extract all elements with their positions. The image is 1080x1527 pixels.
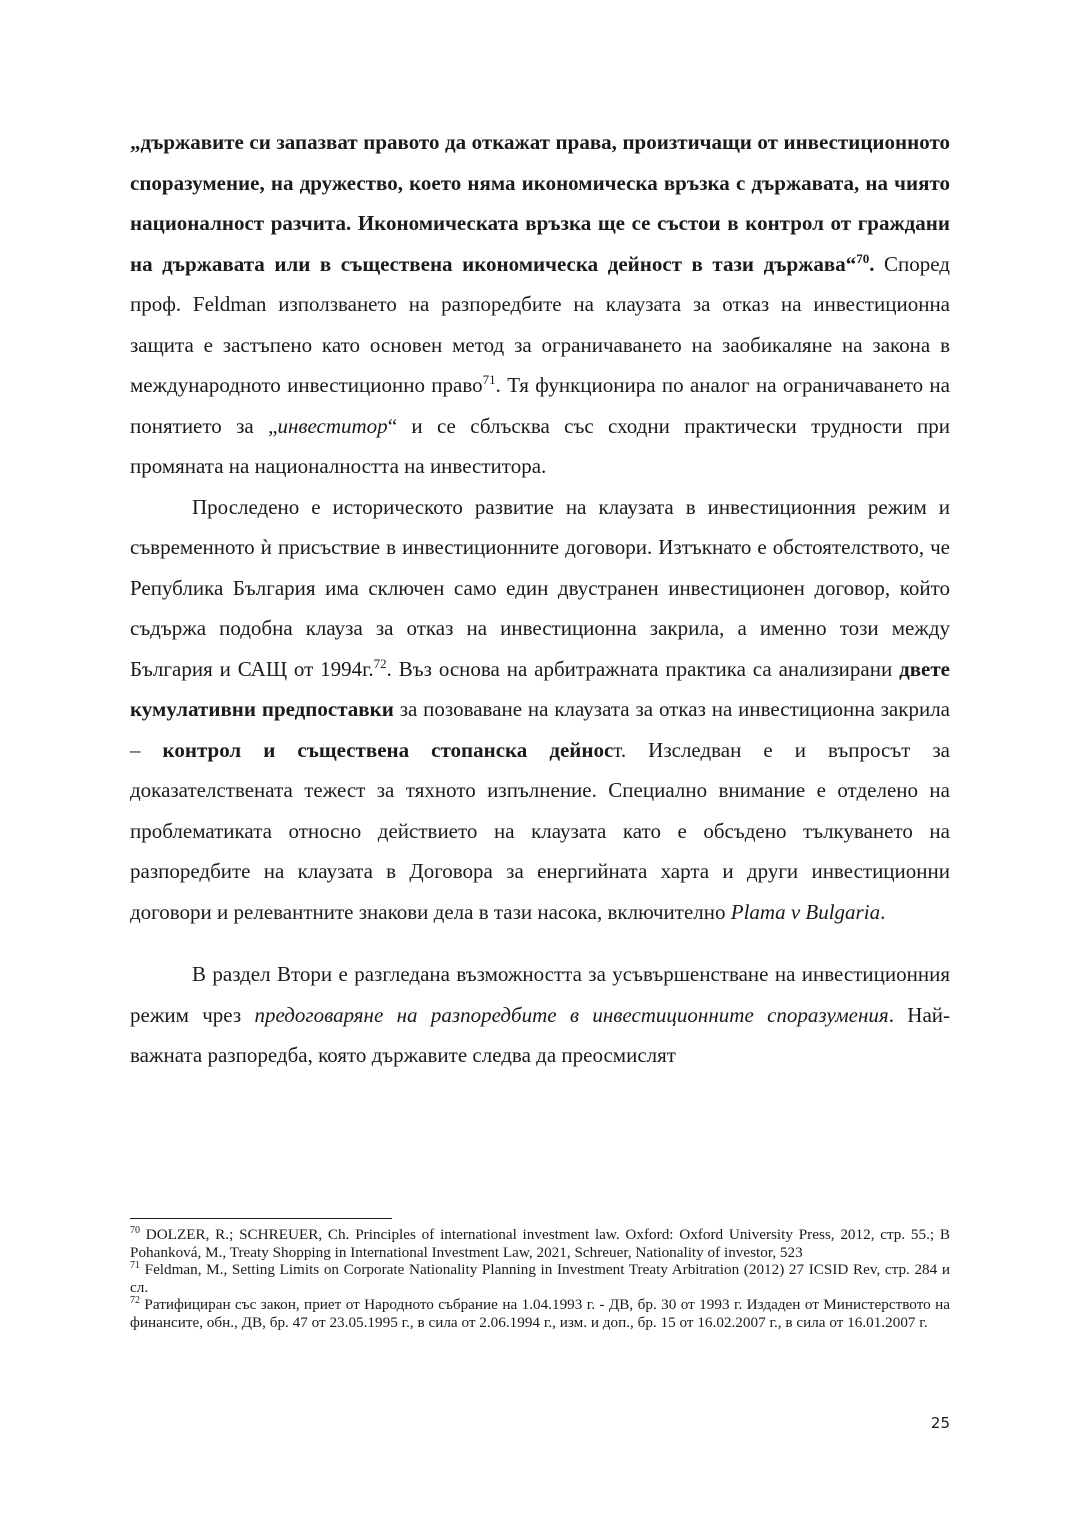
document-body (130, 122, 950, 1076)
footnote-text: DOLZER, R.; SCHREUER, Ch. Principles of international investment law. Oxford: Oxford University Press, 2012, стр. 55.; В Pohanková, M., Treaty Shopping in International Investment Law, 2021, Schreuer, Nationality of investor, 523 (130, 1226, 950, 1261)
paragraph-3 (130, 954, 950, 1076)
paragraph-1-text-a: Според проф. Feldman използването на разпоредбите на клаузата за отказ на инвестиционна защита е застъпено като основен метод за ограничаването на заобикаляне на закона в международното инвестиционно право (130, 251, 950, 397)
paragraph-2 (130, 487, 950, 933)
footnote-ref-70[interactable]: 70 (856, 250, 870, 266)
paragraph-1 (130, 122, 950, 487)
paragraph-2-text-b: . Въз основа на арбитражната практика са анализирани (386, 656, 900, 681)
quote-bold-text: „държавите си запазват правото да откажат права, произтичащи от инвестиционното споразумение, на дружество, което няма икономическа връзка с държавата, на чиято националност разчита. Икономическата връзка ще се състои в контрол от граждани на държавата или в съществена икономическа дейност в тази държава“ (130, 130, 950, 276)
footnote-separator (130, 1218, 392, 1219)
footnote-number: 70 (130, 1224, 140, 1236)
footnote-70 (130, 1226, 950, 1261)
footnote-ref-72[interactable]: 72 (373, 655, 387, 671)
footnote-71 (130, 1261, 950, 1296)
paragraph-2-text-a: Проследено е историческото развитие на клаузата в инвестиционния режим и съвременното ѝ присъствие в инвестиционните договори. Изтъкнато е обстоятелството, че Република България има сключен само един двустранен инвестиционен договор, който съдържа подобна клауза за отказ на инвестиционна закрила, а именно този между България и САЩ от 1994г. (130, 494, 950, 681)
paragraph-2-text-e: . (880, 899, 886, 924)
paragraph-2-text-d: т. Изследван е и въпросът за доказателствената тежест за тяхното изпълнение. Специално внимание е отделено на проблематиката относно действието на клаузата като е обсъдено тълкуването на разпоредбите на клаузата в Договора за енергийната харта и други инвестиционни договори и релевантните знакови дела в тази насока, включително (130, 737, 950, 924)
cumulative-preconditions-bold: двете кумулативни предпоставки (130, 656, 950, 721)
investor-italic-term: инвеститор (277, 413, 388, 438)
footnote-number: 72 (130, 1295, 140, 1307)
renegotiation-italic: предоговаряне на разпоредбите в инвестиционните споразумения (254, 1002, 889, 1027)
plama-case-italic: Plama v Bulgaria (730, 899, 881, 924)
paragraph-1-text-c: “ и се сблъсква със сходни практически трудности при промяната на националността на инвеститора. (130, 413, 950, 478)
footnote-text: Ратифициран със закон, приет от Народното събрание на 1.04.1993 г. - ДВ, бр. 30 от 1993 г. Издаден от Министерството на финансите, обн., ДВ, бр. 47 от 23.05.1995 г., в сила от 2.06.1994 г., изм. и доп., бр. 15 от 16.02.2007 г., в сила от 16.01.2007 г. (130, 1296, 950, 1331)
quote-bold-dot: . (869, 251, 875, 276)
page-number: 25 (930, 1414, 950, 1432)
control-activity-bold: контрол и съществена стопанска дейнос (162, 737, 614, 762)
paragraph-3-text-b: . Най-важната разпоредба, която държавите следва да преосмислят (130, 1002, 951, 1067)
paragraph-3-text-a: В раздел Втори е разгледана възможността за усъвършенстване на инвестиционния режим чрез (130, 962, 950, 1027)
paragraph-2-text-c: за позоваване на клаузата за отказ на инвестиционна закрила – (130, 697, 950, 762)
footnotes (130, 1226, 950, 1332)
paragraph-1-text-b: . Тя функционира по аналог на ограничаването на понятието за „ (130, 373, 950, 438)
footnote-number: 71 (130, 1260, 140, 1272)
footnote-text: Feldman, M., Setting Limits on Corporate Nationality Planning in Investment Treaty Arbitration (2012) 27 ICSID Rev, стр. 284 и сл. (130, 1261, 950, 1296)
footnote-72 (130, 1296, 950, 1331)
footnote-ref-71[interactable]: 71 (482, 372, 496, 387)
